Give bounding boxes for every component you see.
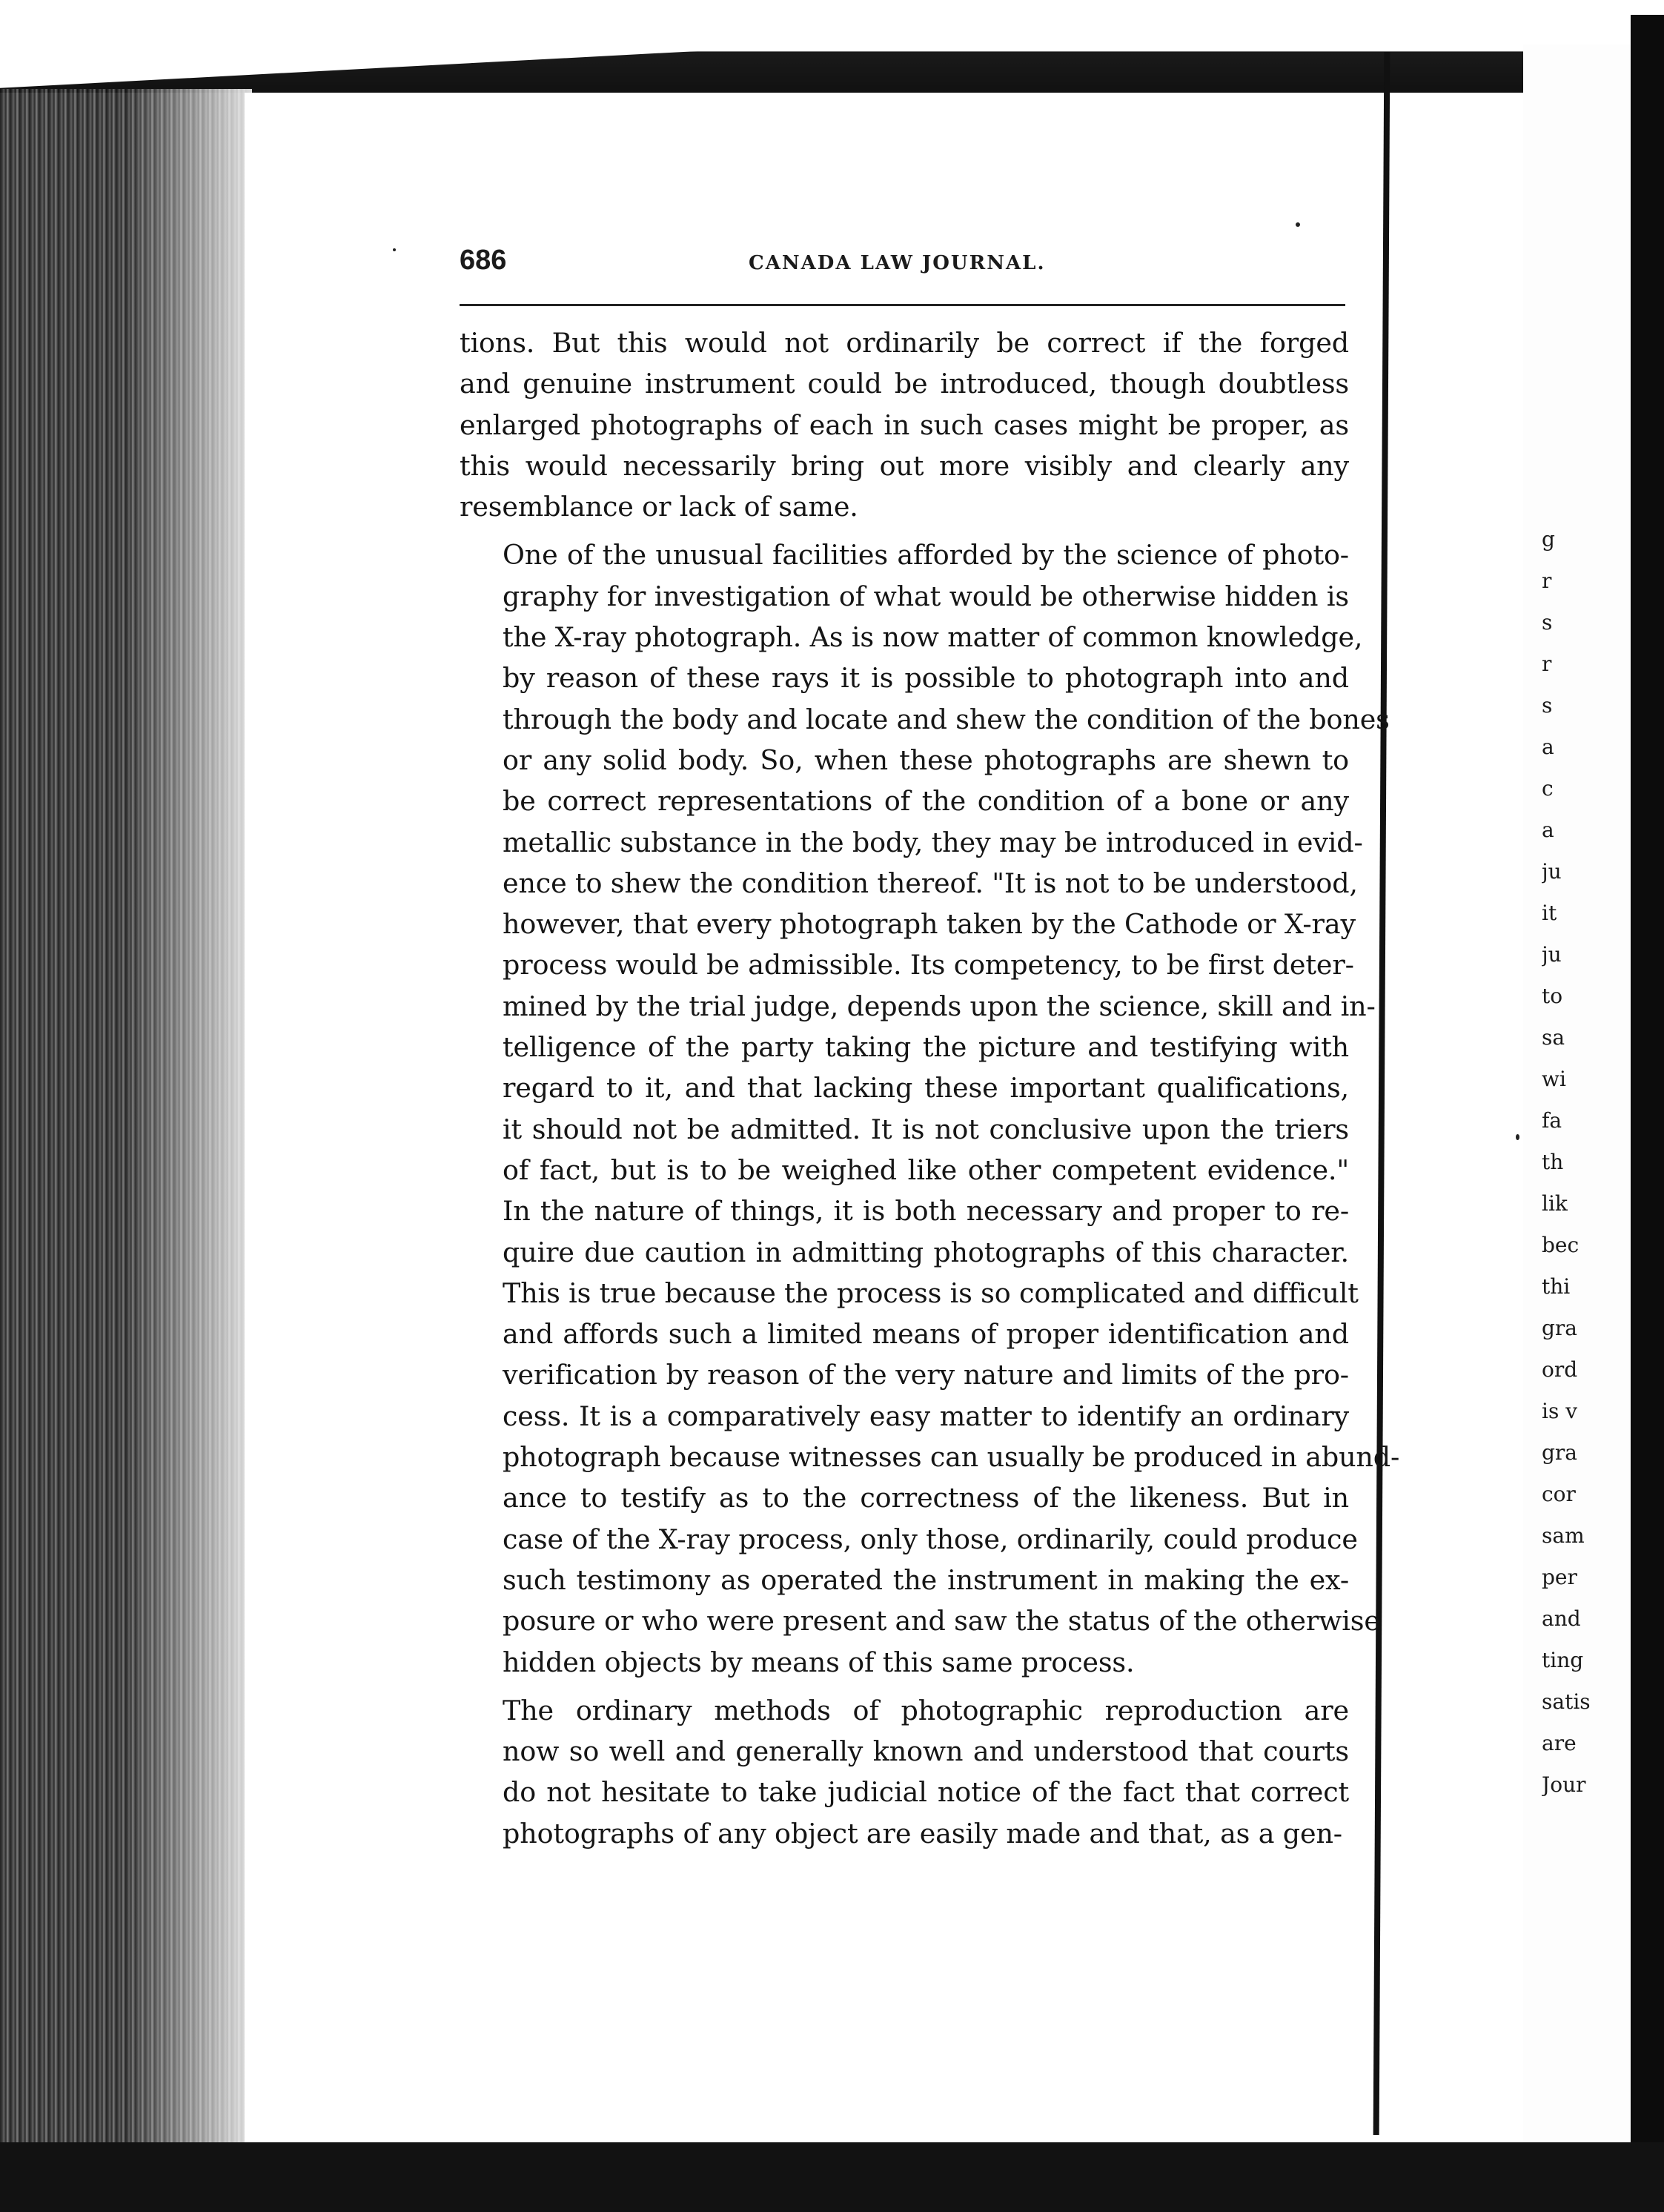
- facing-page-fragment: s: [1542, 693, 1553, 718]
- facing-page-fragment: wi: [1542, 1067, 1566, 1091]
- facing-page-fragment: Jour: [1542, 1772, 1586, 1797]
- facing-page-fragment: g: [1542, 527, 1555, 552]
- text-line: ence to shew the condition thereof. "It is not to be understood,: [503, 867, 1358, 899]
- text-line: do not hesitate to take judicial notice of the fact that correct: [503, 1776, 1349, 1809]
- text-line: case of the X-ray process, only those, ordinarily, could produce: [503, 1523, 1358, 1555]
- facing-page-fragment: gra: [1542, 1316, 1578, 1340]
- text-line: ance to testify as to the correctness of the likeness. But in: [503, 1482, 1349, 1514]
- text-line: now so well and generally known and understood that courts: [503, 1735, 1349, 1768]
- facing-page-fragment: ting: [1542, 1648, 1584, 1672]
- text-line: graphy for investigation of what would be otherwise hidden is: [503, 580, 1349, 612]
- facing-page-fragment: ord: [1542, 1357, 1578, 1382]
- body-text: [460, 322, 1400, 1854]
- text-line: tions. But this would not ordinarily be correct if the forged: [460, 327, 1349, 359]
- scan-top-edge: [0, 0, 1664, 93]
- text-line: and affords such a limited means of proper identification and: [503, 1318, 1349, 1351]
- text-line: of fact, but is to be weighed like other competent evidence.": [503, 1153, 1349, 1186]
- text-line: telligence of the party taking the picture and testifying with: [503, 1031, 1349, 1064]
- text-line: posure or who were present and saw the status of the otherwise: [503, 1605, 1380, 1638]
- text-line: and genuine instrument could be introduced, though doubtless: [460, 368, 1349, 400]
- text-line: process would be admissible. Its competency, to be first deter-: [503, 949, 1354, 981]
- scan-right-edge: [1631, 15, 1664, 2212]
- text-line: cess. It is a comparatively easy matter to identify an ordinary: [503, 1400, 1349, 1432]
- text-line: metallic substance in the body, they may be introduced in evid-: [503, 826, 1363, 858]
- scan-bottom-edge: [0, 2142, 1664, 2212]
- facing-page-fragment: r: [1542, 652, 1552, 676]
- facing-page-fragment: fa: [1542, 1108, 1562, 1133]
- text-line: photograph because witnesses can usually be produced in abund-: [503, 1441, 1400, 1474]
- paragraph: [460, 534, 1400, 1682]
- facing-page-fragment: r: [1542, 569, 1552, 593]
- facing-page-fragment: c: [1542, 776, 1554, 801]
- text-line: by reason of these rays it is possible to photograph into and: [503, 662, 1349, 695]
- text-line: the X-ray photograph. As is now matter of common knowledge,: [503, 621, 1363, 654]
- facing-page-fragment: gra: [1542, 1440, 1578, 1465]
- page-number: 686: [460, 245, 507, 276]
- facing-page-fragment: sa: [1542, 1025, 1565, 1050]
- text-line: regard to it, and that lacking these important qualifications,: [503, 1072, 1349, 1105]
- ink-speck: [393, 248, 396, 251]
- page-edge-line: [1373, 52, 1390, 2135]
- facing-page-fragment: ju: [1542, 942, 1562, 967]
- text-line: mined by the trial judge, depends upon the science, skill and in-: [503, 990, 1376, 1022]
- paragraph: [460, 1690, 1349, 1854]
- text-line: hidden objects by means of this same process.: [503, 1646, 1135, 1678]
- text-line: This is true because the process is so complicated and difficult: [503, 1276, 1359, 1309]
- text-line: however, that every photograph taken by the Cathode or X-ray: [503, 908, 1356, 941]
- facing-page-fragment: it: [1542, 901, 1557, 925]
- page-header: [460, 245, 1349, 304]
- paragraph: [460, 322, 1349, 527]
- facing-page-fragment: th: [1542, 1150, 1564, 1174]
- text-line: such testimony as operated the instrument in making the ex-: [503, 1563, 1349, 1596]
- spine-gradient: [126, 89, 252, 2212]
- facing-page-fragment: thi: [1542, 1274, 1571, 1299]
- journal-page: [460, 245, 1400, 1854]
- ink-speck: [1296, 222, 1300, 227]
- text-line: One of the unusual facilities afforded by the science of photo-: [503, 539, 1349, 572]
- text-line: verification by reason of the very nature and limits of the pro-: [503, 1359, 1349, 1391]
- text-line: through the body and locate and shew the condition of the bones: [503, 703, 1390, 735]
- facing-page-fragment: to: [1542, 984, 1563, 1008]
- facing-page-fragment: cor: [1542, 1482, 1576, 1506]
- text-line: be correct representations of the condition of a bone or any: [503, 785, 1349, 818]
- facing-page-fragment: ju: [1542, 859, 1562, 884]
- running-head: CANADA LAW JOURNAL.: [749, 252, 1046, 274]
- facing-page-fragment: satis: [1542, 1689, 1591, 1714]
- header-rule: [460, 304, 1345, 306]
- text-line: photographs of any object are easily made and that, as a gen-: [503, 1817, 1342, 1850]
- facing-page-fragment: a: [1542, 735, 1554, 759]
- facing-page-fragment: and: [1542, 1606, 1581, 1631]
- text-line: quire due caution in admitting photographs of this character.: [503, 1236, 1349, 1268]
- facing-page-fragment: a: [1542, 818, 1554, 842]
- text-line: In the nature of things, it is both necessary and proper to re-: [503, 1195, 1349, 1228]
- facing-page-fragment: is v: [1542, 1399, 1578, 1423]
- facing-page-fragment: bec: [1542, 1233, 1580, 1257]
- text-line: resemblance or lack of same.: [460, 491, 858, 523]
- facing-page-fragment: sam: [1542, 1523, 1585, 1548]
- text-line: it should not be admitted. It is not conclusive upon the triers: [503, 1113, 1349, 1145]
- ink-speck: [1516, 1134, 1519, 1140]
- facing-page-fragment: s: [1542, 610, 1553, 635]
- text-line: or any solid body. So, when these photographs are shewn to: [503, 744, 1349, 776]
- text-line: this would necessarily bring out more visibly and clearly any: [460, 449, 1349, 482]
- text-line: The ordinary methods of photographic reproduction are: [503, 1694, 1349, 1726]
- facing-page-text-fragments: [1542, 519, 1631, 1806]
- facing-page-fragment: lik: [1542, 1191, 1568, 1216]
- facing-page-fragment: are: [1542, 1731, 1577, 1755]
- facing-page-fragment: per: [1542, 1565, 1577, 1589]
- text-line: enlarged photographs of each in such cases might be proper, as: [460, 408, 1349, 441]
